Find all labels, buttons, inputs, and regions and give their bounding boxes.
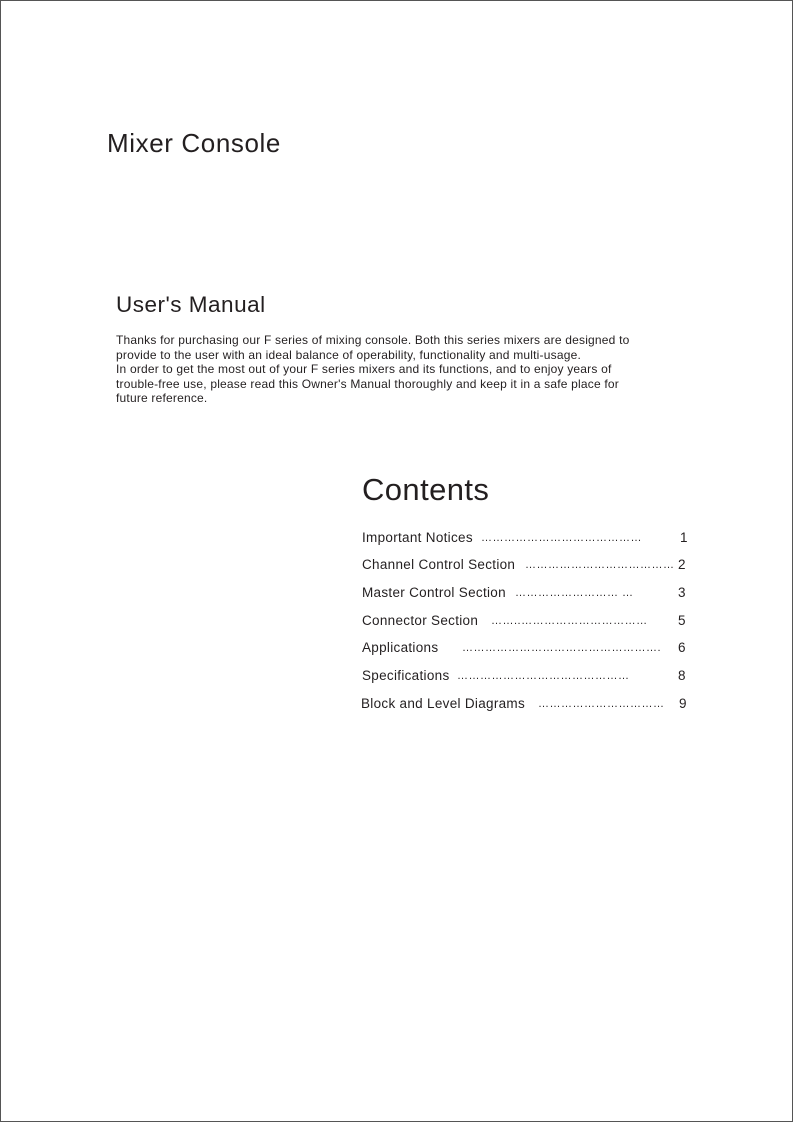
toc-entry-label: Connector Section <box>362 613 479 628</box>
manual-title: User's Manual <box>116 292 266 317</box>
toc-entry-label: Channel Control Section <box>362 557 516 572</box>
toc-entry-leader: …………………………… <box>538 698 665 710</box>
toc-entry-label: Block and Level Diagrams <box>361 696 526 711</box>
toc-entry-page: 3 <box>678 585 686 600</box>
toc-entry-leader: …………………………………… <box>481 532 642 544</box>
toc-entry-label: Master Control Section <box>362 585 506 600</box>
toc-entry-leader: ………………………………… <box>525 559 675 571</box>
contents-title: Contents <box>362 472 490 507</box>
toc-entry-page: 2 <box>678 557 686 572</box>
intro-line: provide to the user with an ideal balance of operability, functionality and multi-usage. <box>116 347 581 362</box>
toc-entry-page: 9 <box>679 696 687 711</box>
toc-entry-page: 1 <box>680 530 688 545</box>
toc-entry-leader: ……..…………………………… <box>491 615 648 627</box>
product-title: Mixer Console <box>107 128 281 158</box>
toc-entry-label: Applications <box>362 640 439 655</box>
intro-line: Thanks for purchasing our F series of mixing console. Both this series mixers are designed to <box>116 333 630 347</box>
intro-line: trouble-free use, please read this Owner's Manual thoroughly and keep it in a safe place for <box>116 376 619 391</box>
toc-entry-page: 5 <box>678 613 686 628</box>
toc-entry-leader: ……………………… … <box>515 587 634 599</box>
toc-entry-leader: ……………………………………………. <box>462 642 662 654</box>
intro-line: future reference. <box>116 391 208 405</box>
toc-entry-page: 6 <box>678 640 686 655</box>
intro-paragraph <box>116 333 716 406</box>
toc-entry-page: 8 <box>678 668 686 683</box>
toc-entry-leader: ……………………………………… <box>457 670 630 682</box>
toc-entry-label: Important Notices <box>362 530 473 545</box>
toc-entry-label: Specifications <box>362 668 450 683</box>
intro-line: In order to get the most out of your F series mixers and its functions, and to enjoy years of <box>116 362 612 376</box>
